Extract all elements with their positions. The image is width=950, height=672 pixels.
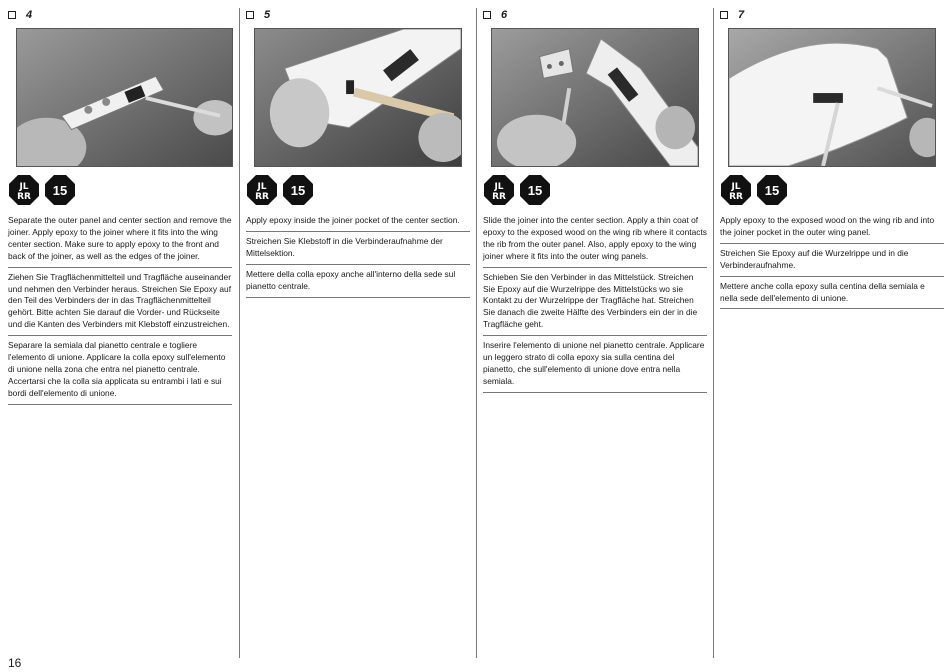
step-header <box>246 8 270 22</box>
svg-text:JL: JL <box>494 182 504 192</box>
instructions <box>483 215 707 397</box>
step-6-photo <box>491 28 699 167</box>
icon-row <box>246 174 314 206</box>
step-checkbox[interactable] <box>246 11 254 19</box>
cure-time-15-icon <box>756 174 788 206</box>
column-divider <box>713 8 714 658</box>
step-checkbox[interactable] <box>483 11 491 19</box>
step-5-column <box>246 0 474 672</box>
icon-row <box>483 174 551 206</box>
step-number: 6 <box>501 9 508 21</box>
cure-time-15-icon <box>282 174 314 206</box>
paragraph-de: Ziehen Sie Tragflächenmittelteil und Tragfläche auseinander und nehmen den Verbinder heraus. Streichen Sie Epoxy auf den Teil des Verbinders der in das Tragflächenmittelteil gehört. Bitte achten Sie darauf die Vorder- und Rückseite und die Kanten des Verbinders mit Klebstoff einzustreichen. <box>8 272 232 337</box>
step-6-column <box>483 0 711 672</box>
paragraph-en: Apply epoxy inside the joiner pocket of the center section. <box>246 215 470 232</box>
paragraph-it: Mettere anche colla epoxy sulla centina della semiala e nella sede dell'elemento di unione. <box>720 281 944 310</box>
step-4-column <box>8 0 236 672</box>
column-divider <box>476 8 477 658</box>
icon-row <box>720 174 788 206</box>
svg-text:JL: JL <box>257 182 267 192</box>
instructions <box>720 215 944 313</box>
step-number: 7 <box>738 9 745 21</box>
paragraph-en: Apply epoxy to the exposed wood on the wing rib and into the joiner pocket in the outer wing panel. <box>720 215 944 244</box>
svg-text:RR: RR <box>255 192 269 202</box>
svg-text:RR: RR <box>17 192 31 202</box>
badge-value: 15 <box>290 182 306 198</box>
badge-value: 15 <box>52 182 68 198</box>
step-checkbox[interactable] <box>720 11 728 19</box>
step-number: 5 <box>264 9 271 21</box>
step-number: 4 <box>26 9 33 21</box>
step-4-photo <box>16 28 233 167</box>
cure-time-15-icon <box>519 174 551 206</box>
epoxy-joiner-icon <box>483 174 515 206</box>
svg-text:JL: JL <box>731 182 741 192</box>
paragraph-en: Slide the joiner into the center section. Apply a thin coat of epoxy to the exposed wood on the wing rib where it contacts the rib from the outer panel. Also, apply epoxy to the wing joiner where it fits into the outer wing panels. <box>483 215 707 268</box>
svg-text:RR: RR <box>729 192 743 202</box>
instructions <box>8 215 232 409</box>
step-5-photo <box>254 28 462 167</box>
epoxy-joiner-icon <box>246 174 278 206</box>
step-header <box>8 8 32 22</box>
step-header <box>720 8 744 22</box>
paragraph-it: Inserire l'elemento di unione nel pianetto centrale. Applicare un leggero strato di colla epoxy sia sulla centina del pianetto, che sull'elemento di unione dove entra nella semiala. <box>483 340 707 393</box>
svg-text:JL: JL <box>19 182 29 192</box>
cure-time-15-icon <box>44 174 76 206</box>
badge-value: 15 <box>527 182 543 198</box>
paragraph-it: Mettere della colla epoxy anche all'interno della sede sul pianetto centrale. <box>246 269 470 298</box>
step-header <box>483 8 507 22</box>
paragraph-de: Schieben Sie den Verbinder in das Mittelstück. Streichen Sie Epoxy auf die Wurzelrippe des Mittelstücks wo sie Kontakt zu der Wurzelrippe der Tragfläche hat. Streichen Sie danach die zweite Hälfte des Verbinders ein der in die Tragfläche geht. <box>483 272 707 337</box>
step-checkbox[interactable] <box>8 11 16 19</box>
paragraph-it: Separare la semiala dal pianetto centrale e togliere l'elemento di unione. Applicare la colla epoxy sull'elemento di unione nella zona che entra nel pianetto centrale. Accertarsi che la colla sia applicata su entrambi i lati e sui bordi dell'elemento di unione. <box>8 340 232 405</box>
paragraph-en: Separate the outer panel and center section and remove the joiner. Apply epoxy to the joiner where it fits into the wing center section. Make sure to apply epoxy to the front and back of the joiner, as well as the edges of the joiner. <box>8 215 232 268</box>
instructions <box>246 215 470 302</box>
page-number: 16 <box>8 656 22 670</box>
epoxy-joiner-icon <box>8 174 40 206</box>
paragraph-de: Streichen Sie Klebstoff in die Verbinderaufnahme der Mittelsektion. <box>246 236 470 265</box>
badge-value: 15 <box>764 182 780 198</box>
column-divider <box>239 8 240 658</box>
icon-row <box>8 174 76 206</box>
svg-text:RR: RR <box>492 192 506 202</box>
step-7-column <box>720 0 948 672</box>
paragraph-de: Streichen Sie Epoxy auf die Wurzelrippe und in die Verbinderaufnahme. <box>720 248 944 277</box>
step-7-photo <box>728 28 936 167</box>
epoxy-joiner-icon <box>720 174 752 206</box>
